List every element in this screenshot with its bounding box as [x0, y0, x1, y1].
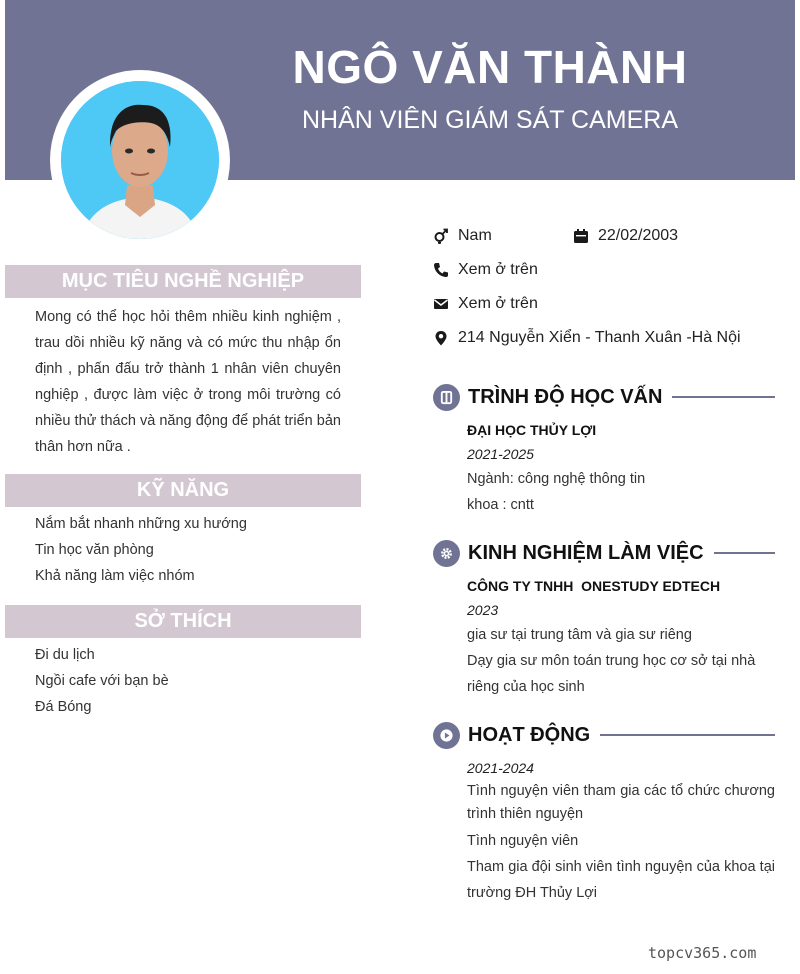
- activities-description: Tình nguyện viên tham gia các tổ chức chương trình thiên nguyện: [467, 783, 775, 822]
- skills-section: [5, 474, 361, 589]
- envelope-icon: [433, 296, 449, 312]
- map-pin-icon: [433, 330, 449, 346]
- education-faculty: khoa : cntt: [467, 497, 534, 513]
- education-period: 2021-2025: [467, 446, 534, 462]
- experience-description: Dạy gia sư môn toán trung học cơ sở tại nhà riêng của học sinh: [467, 653, 756, 695]
- hobby-item: Đá Bóng: [35, 699, 92, 715]
- school-name: ĐẠI HỌC THỦY LỢI: [467, 422, 597, 438]
- skill-item: Tin học văn phòng: [35, 542, 154, 558]
- experience-position: gia sư tại trung tâm và gia sư riêng: [467, 627, 692, 643]
- email-value: Xem ở trên: [458, 295, 538, 312]
- skill-item: Nắm bắt nhanh những xu hướng: [35, 516, 247, 532]
- company-name: CÔNG TY TNHH ONESTUDY EDTECH: [467, 578, 721, 594]
- birthdate-value: 22/02/2003: [598, 227, 679, 244]
- candidate-name: NGÔ VĂN THÀNH: [292, 41, 688, 93]
- phone-row: [433, 259, 538, 281]
- hobbies-heading: SỞ THÍCH: [5, 605, 361, 638]
- address-row: [433, 327, 741, 349]
- activities-section: [433, 720, 775, 906]
- hobby-item: Đi du lịch: [35, 647, 95, 663]
- hobbies-section: [5, 605, 361, 720]
- calendar-icon: [573, 228, 589, 244]
- phone-icon: [433, 262, 449, 278]
- experience-period: 2023: [467, 602, 499, 618]
- phone-value: Xem ở trên: [458, 261, 538, 278]
- gender-value: Nam: [458, 227, 492, 244]
- objective-section: [5, 265, 361, 460]
- experience-section: [433, 538, 775, 700]
- heading-rule: [600, 734, 775, 736]
- job-title: NHÂN VIÊN GIÁM SÁT CAMERA: [302, 106, 678, 134]
- hobby-item: Ngồi cafe với bạn bè: [35, 673, 169, 689]
- education-major: Ngành: công nghệ thông tin: [467, 471, 646, 487]
- education-section: [433, 382, 775, 518]
- heading-rule: [672, 396, 775, 398]
- education-heading: TRÌNH ĐỘ HỌC VẤN: [468, 385, 663, 408]
- skill-item: Khả năng làm việc nhóm: [35, 568, 195, 584]
- activities-heading: HOẠT ĐỘNG: [468, 723, 591, 746]
- heading-rule: [714, 552, 775, 554]
- skills-heading: KỸ NĂNG: [5, 474, 361, 507]
- avatar: [61, 81, 219, 239]
- activities-period: 2021-2024: [467, 760, 534, 776]
- gear-icon: [433, 540, 460, 567]
- gender-icon: [433, 228, 449, 244]
- email-row: [433, 293, 538, 315]
- play-icon: [433, 722, 460, 749]
- activities-detail: Tham gia đội sinh viên tình nguyện của khoa tại trường ĐH Thủy Lợi: [467, 859, 775, 901]
- watermark: topcv365.com: [648, 944, 757, 962]
- gender-row: [433, 225, 492, 247]
- objective-heading: MỤC TIÊU NGHỀ NGHIỆP: [5, 265, 361, 298]
- address-value: 214 Nguyễn Xiển - Thanh Xuân -Hà Nội: [458, 329, 741, 346]
- objective-text: Mong có thể học hỏi thêm nhiều kinh nghiệm , trau dồi nhiều kỹ năng và có mức thu nhập ổn định , phấn đấu trở thành 1 nhân viên chuyên nghiệp , được làm việc ở trong môi trường có nhiều thử thách và năng động để phát triển bản thân hơn nữa .: [35, 309, 341, 455]
- experience-heading: KINH NGHIỆM LÀM VIỆC: [468, 541, 704, 564]
- portrait-photo: [61, 81, 219, 239]
- activities-role: Tình nguyện viên: [467, 833, 579, 849]
- book-icon: [433, 384, 460, 411]
- birthdate-row: [573, 225, 678, 247]
